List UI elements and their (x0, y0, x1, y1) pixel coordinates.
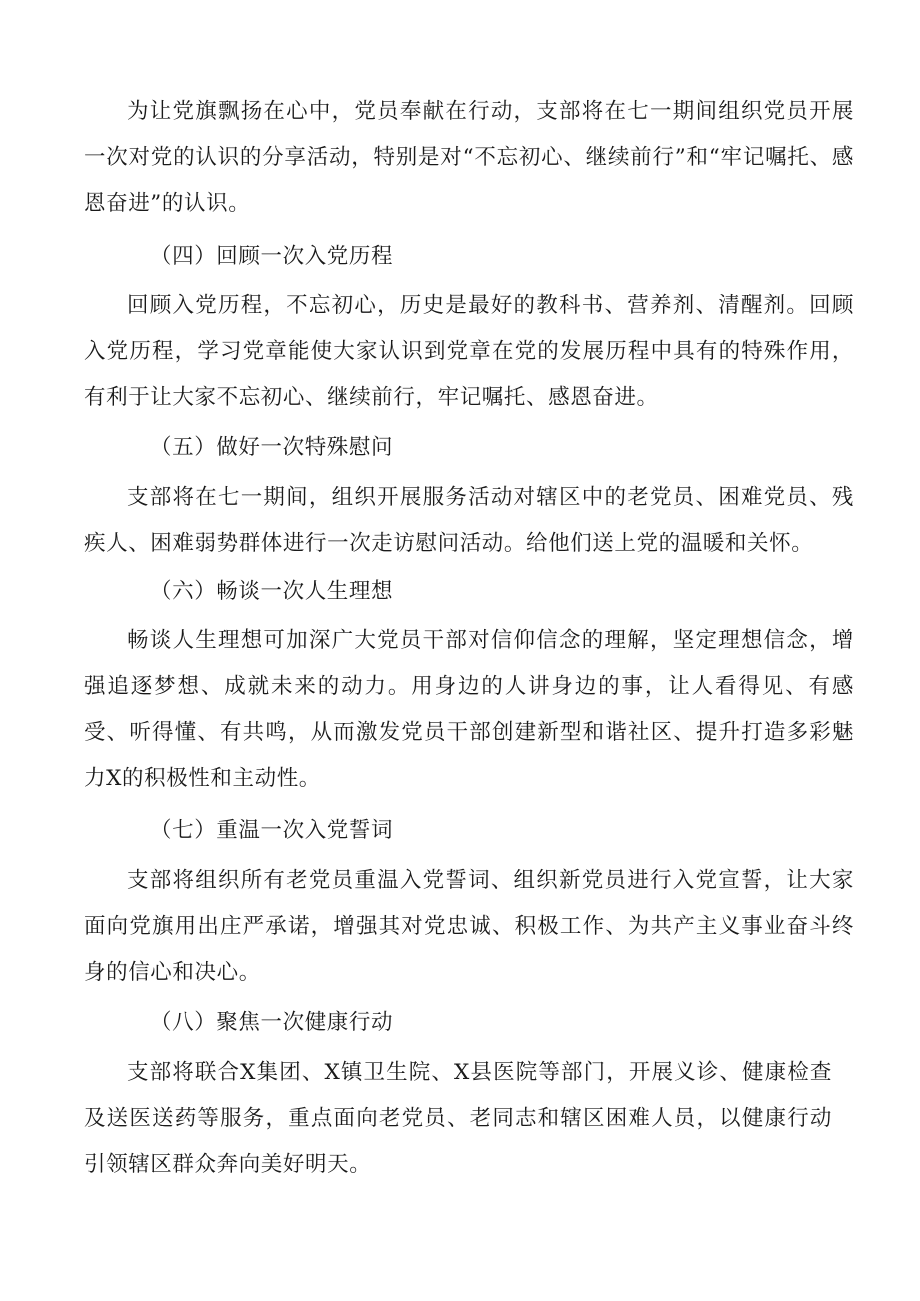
paragraph-section-4: 回顾入党历程，不忘初心，历史是最好的教科书、营养剂、清醒剂。回顾入党历程，学习党章能使大家认识到党章在党的发展历程中具有的特殊作用，有利于让大家不忘初心、继续前行，牢记嘱托、感恩奋进。 (84, 293, 854, 410)
paragraph-share-activity: 为让党旗飘扬在心中，党员奉献在行动，支部将在七一期间组织党员开展一次对党的认识的分享活动，特别是对“不忘初心、继续前行”和“牢记嘱托、感恩奋进”的认识。 (84, 99, 854, 216)
heading-section-8: （八）聚焦一次健康行动 (150, 1010, 394, 1035)
heading-section-7: （七）重温一次入党誓词 (150, 818, 394, 843)
paragraph-section-8: 支部将联合X集团、X镇卫生院、X县医院等部门，开展义诊、健康检查及送医送药等服务，重点面向老党员、老同志和辖区困难人员，以健康行动引领辖区群众奔向美好明天。 (84, 1060, 832, 1177)
heading-section-4: （四）回顾一次入党历程 (150, 244, 394, 269)
paragraph-section-6: 畅谈人生理想可加深广大党员干部对信仰信念的理解，坚定理想信念，增强追逐梦想、成就未来的动力。用身边的人讲身边的事，让人看得见、有感受、听得懂、有共鸣，从而激发党员干部创建新型和谐社区、提升打造多彩魅力X的积极性和主动性。 (84, 628, 854, 791)
heading-section-5: （五）做好一次特殊慰问 (150, 435, 394, 460)
heading-section-6: （六）畅谈一次人生理想 (150, 579, 394, 604)
paragraph-section-7: 支部将组织所有老党员重温入党誓词、组织新党员进行入党宣誓，让大家面向党旗用出庄严承诺，增强其对党忠诚、积极工作、为共产主义事业奋斗终身的信心和决心。 (84, 868, 854, 985)
paragraph-section-5: 支部将在七一期间，组织开展服务活动对辖区中的老党员、困难党员、残疾人、困难弱势群体进行一次走访慰问活动。给他们送上党的温暖和关怀。 (84, 485, 854, 556)
